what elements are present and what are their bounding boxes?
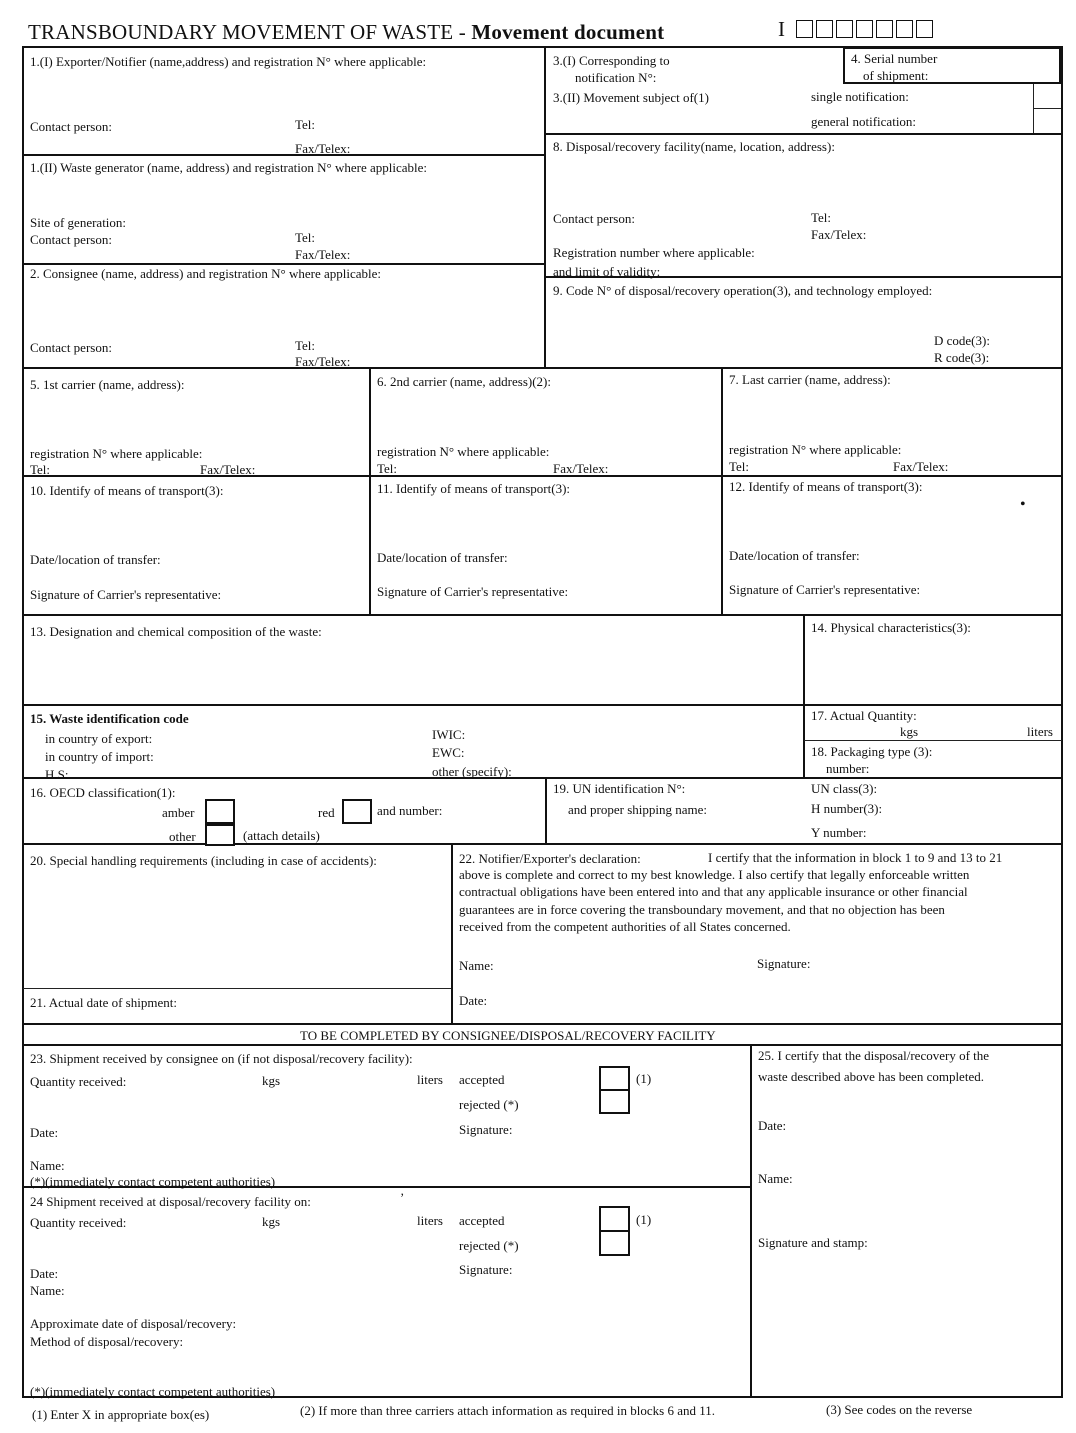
block15-other: other (specify):	[432, 764, 512, 779]
block8-limit: and limit of validity:	[553, 264, 661, 279]
transport2-title: 11. Identify of means of transport(3):	[377, 481, 571, 496]
block23-qty: Quantity received:	[30, 1074, 127, 1089]
general-notification-label: general notification:	[811, 114, 917, 129]
block25-signature: Signature and stamp:	[758, 1235, 868, 1250]
block24-date: Date:	[30, 1266, 59, 1281]
consignee-banner: TO BE COMPLETED BY CONSIGNEE/DISPOSAL/RECOVERY FACILITY	[300, 1028, 716, 1043]
block2-tel: Tel:	[295, 338, 316, 353]
block22-line1: I certify that the information in block 1 to 9 and 13 to 21	[708, 850, 1003, 865]
block23-rejected: rejected (*)	[459, 1097, 519, 1112]
block17-kgs: kgs	[900, 724, 919, 739]
block15-iwic: IWIC:	[432, 727, 466, 742]
block23-name: Name:	[30, 1158, 65, 1173]
block22-line5: received from the competent authorities of all States concerned.	[459, 919, 791, 934]
carrier1-reg: registration N° where applicable:	[30, 446, 203, 461]
block19-hnumber: H number(3):	[811, 801, 883, 816]
block2-fax: Fax/Telex:	[295, 354, 351, 369]
block1b-contact: Contact person:	[30, 232, 112, 247]
block24-approx: Approximate date of disposal/recovery:	[30, 1316, 237, 1331]
block1b-site: Site of generation:	[30, 215, 127, 230]
block24-rejected: rejected (*)	[459, 1238, 519, 1253]
single-notification-label: single notification:	[811, 89, 909, 104]
block24-accepted-checkbox[interactable]	[599, 1206, 630, 1232]
block18-title: 18. Packaging type (3):	[811, 744, 933, 759]
transport3-title: 12. Identify of means of transport(3):	[729, 479, 923, 494]
footnote-2: (2) If more than three carriers attach information as required in blocks 6 and 11.	[300, 1403, 715, 1418]
block17-liters: liters	[1027, 724, 1053, 739]
block24-title: 24 Shipment received at disposal/recovery facility on:	[30, 1194, 311, 1209]
single-notification-checkbox[interactable]	[1035, 86, 1059, 107]
block23-note1: (1)	[636, 1071, 652, 1086]
red-checkbox[interactable]	[342, 799, 372, 824]
block1b-title: 1.(II) Waste generator (name, address) and registration N° where applicable:	[30, 160, 427, 175]
footnote-3: (3) See codes on the reverse	[826, 1402, 973, 1417]
block21-title: 21. Actual date of shipment:	[30, 995, 177, 1010]
carrier1-title: 5. 1st carrier (name, address):	[30, 377, 185, 392]
block8-contact: Contact person:	[553, 211, 635, 226]
block23-contact: (*)(immediately contact competent authorities)	[30, 1174, 276, 1189]
carrier2-fax: Fax/Telex:	[553, 461, 609, 476]
block8-reg: Registration number where applicable:	[553, 245, 755, 260]
block25-line2: waste described above has been completed.	[758, 1069, 984, 1084]
block24-rejected-checkbox[interactable]	[599, 1230, 630, 1256]
top-divider	[544, 47, 546, 367]
block24-signature: Signature:	[459, 1262, 513, 1277]
block25-line1: 25. I certify that the disposal/recovery of the	[758, 1048, 990, 1063]
block19-ynumber: Y number:	[811, 825, 867, 840]
block15-export: in country of export:	[45, 731, 153, 746]
block24-contact: (*)(immediately contact competent authorities)	[30, 1384, 276, 1399]
amber-checkbox[interactable]	[205, 799, 235, 824]
block8-title: 8. Disposal/recovery facility(name, location, address):	[553, 139, 835, 154]
block22-line3: contractual obligations have been entered into and that any applicable insurance or other financial	[459, 884, 968, 899]
footnote-1: (1) Enter X in appropriate box(es)	[32, 1407, 210, 1422]
block2-contact: Contact person:	[30, 340, 112, 355]
transport1-sig: Signature of Carrier's representative:	[30, 587, 222, 602]
block24-qty: Quantity received:	[30, 1215, 127, 1230]
block24-method: Method of disposal/recovery:	[30, 1334, 184, 1349]
block23-kgs: kgs	[262, 1073, 281, 1088]
block1b-fax: Fax/Telex:	[295, 247, 351, 262]
block22-line2: above is complete and correct to my best knowledge. I also certify that legally enforceable written	[459, 867, 970, 882]
transport3-date: Date/location of transfer:	[729, 548, 860, 563]
block1b-tel: Tel:	[295, 230, 316, 245]
block8-fax: Fax/Telex:	[811, 227, 867, 242]
carrier3-tel: Tel:	[729, 459, 750, 474]
block22-name: Name:	[459, 958, 494, 973]
serial-boxes	[796, 17, 936, 41]
block24-kgs: kgs	[262, 1214, 281, 1229]
serial-code	[778, 17, 936, 41]
block23-accepted-checkbox[interactable]	[599, 1066, 630, 1091]
title-main: TRANSBOUNDARY MOVEMENT OF WASTE -	[28, 20, 472, 44]
block23-accepted: accepted	[459, 1072, 505, 1087]
carrier1-tel: Tel:	[30, 462, 51, 477]
block1-contact: Contact person:	[30, 119, 112, 134]
block18-number: number:	[826, 761, 870, 776]
block15-ewc: EWC:	[432, 745, 465, 760]
block15-title: 15. Waste identification code	[30, 711, 189, 726]
block15-import: in country of import:	[45, 749, 154, 764]
block9-dcode: D code(3):	[934, 333, 990, 348]
and-number-label: and number:	[377, 803, 443, 818]
carrier2-tel: Tel:	[377, 461, 398, 476]
block9-title: 9. Code N° of disposal/recovery operation(3), and technology employed:	[553, 283, 933, 298]
block16-title: 16. OECD classification(1):	[30, 785, 176, 800]
block22-date: Date:	[459, 993, 488, 1008]
block8-tel: Tel:	[811, 210, 832, 225]
block3-line2: notification N°:	[575, 70, 657, 85]
block3-line3: 3.(II) Movement subject of(1)	[553, 90, 709, 105]
block22-signature: Signature:	[757, 956, 811, 971]
document-title	[28, 20, 664, 45]
stray-mark: •	[1020, 496, 1026, 513]
block1-title: 1.(I) Exporter/Notifier (name,address) and registration N° where applicable:	[30, 54, 427, 69]
block23-liters: liters	[417, 1072, 443, 1087]
other-checkbox[interactable]	[205, 824, 235, 846]
amber-label: amber	[162, 805, 195, 820]
block1-tel: Tel:	[295, 117, 316, 132]
transport1-title: 10. Identify of means of transport(3):	[30, 483, 224, 498]
block23-date: Date:	[30, 1125, 59, 1140]
block2-title: 2. Consignee (name, address) and registration N° where applicable:	[30, 266, 382, 281]
other-label: other	[169, 829, 196, 844]
carrier2-reg: registration N° where applicable:	[377, 444, 550, 459]
block4-line1: 4. Serial number	[851, 51, 938, 66]
block19-unclass: UN class(3):	[811, 781, 878, 796]
stray-tick: ʼ	[400, 1190, 405, 1205]
block23-title: 23. Shipment received by consignee on (if not disposal/recovery facility):	[30, 1051, 413, 1066]
block14-title: 14. Physical characteristics(3):	[811, 620, 971, 635]
block15-hs: H.S:	[45, 767, 69, 782]
block25-name: Name:	[758, 1171, 793, 1186]
attach-details-label: (attach details)	[243, 828, 320, 843]
block4-line2: of shipment:	[863, 68, 929, 83]
carrier1-fax: Fax/Telex:	[200, 462, 256, 477]
carrier2-title: 6. 2nd carrier (name, address)(2):	[377, 374, 551, 389]
block22-title: 22. Notifier/Exporter's declaration:	[459, 851, 641, 866]
transport1-date: Date/location of transfer:	[30, 552, 161, 567]
red-label: red	[318, 805, 335, 820]
transport3-sig: Signature of Carrier's representative:	[729, 582, 921, 597]
carrier3-fax: Fax/Telex:	[893, 459, 949, 474]
carrier3-reg: registration N° where applicable:	[729, 442, 902, 457]
title-bold: Movement document	[471, 20, 665, 44]
general-notification-checkbox[interactable]	[1035, 110, 1059, 131]
block23-signature: Signature:	[459, 1122, 513, 1137]
block17-title: 17. Actual Quantity:	[811, 708, 917, 723]
block24-accepted: accepted	[459, 1213, 505, 1228]
block22-line4: guarantees are in force covering the transboundary movement, and that no objection has been	[459, 902, 945, 917]
transport2-sig: Signature of Carrier's representative:	[377, 584, 569, 599]
block24-name: Name:	[30, 1283, 65, 1298]
block19-title: 19. UN identification N°:	[553, 781, 686, 796]
block19-shipping: and proper shipping name:	[568, 802, 707, 817]
block24-liters: liters	[417, 1213, 443, 1228]
block20-title: 20. Special handling requirements (including in case of accidents):	[30, 853, 377, 868]
block25-date: Date:	[758, 1118, 787, 1133]
doc-prefix: I	[778, 17, 785, 41]
block23-rejected-checkbox[interactable]	[599, 1089, 630, 1114]
block3-line1: 3.(I) Corresponding to	[553, 53, 670, 68]
block13-title: 13. Designation and chemical composition of the waste:	[30, 624, 322, 639]
transport2-date: Date/location of transfer:	[377, 550, 508, 565]
block9-rcode: R code(3):	[934, 350, 990, 365]
carrier3-title: 7. Last carrier (name, address):	[729, 372, 891, 387]
block1-fax: Fax/Telex:	[295, 141, 351, 156]
block24-note1: (1)	[636, 1212, 652, 1227]
